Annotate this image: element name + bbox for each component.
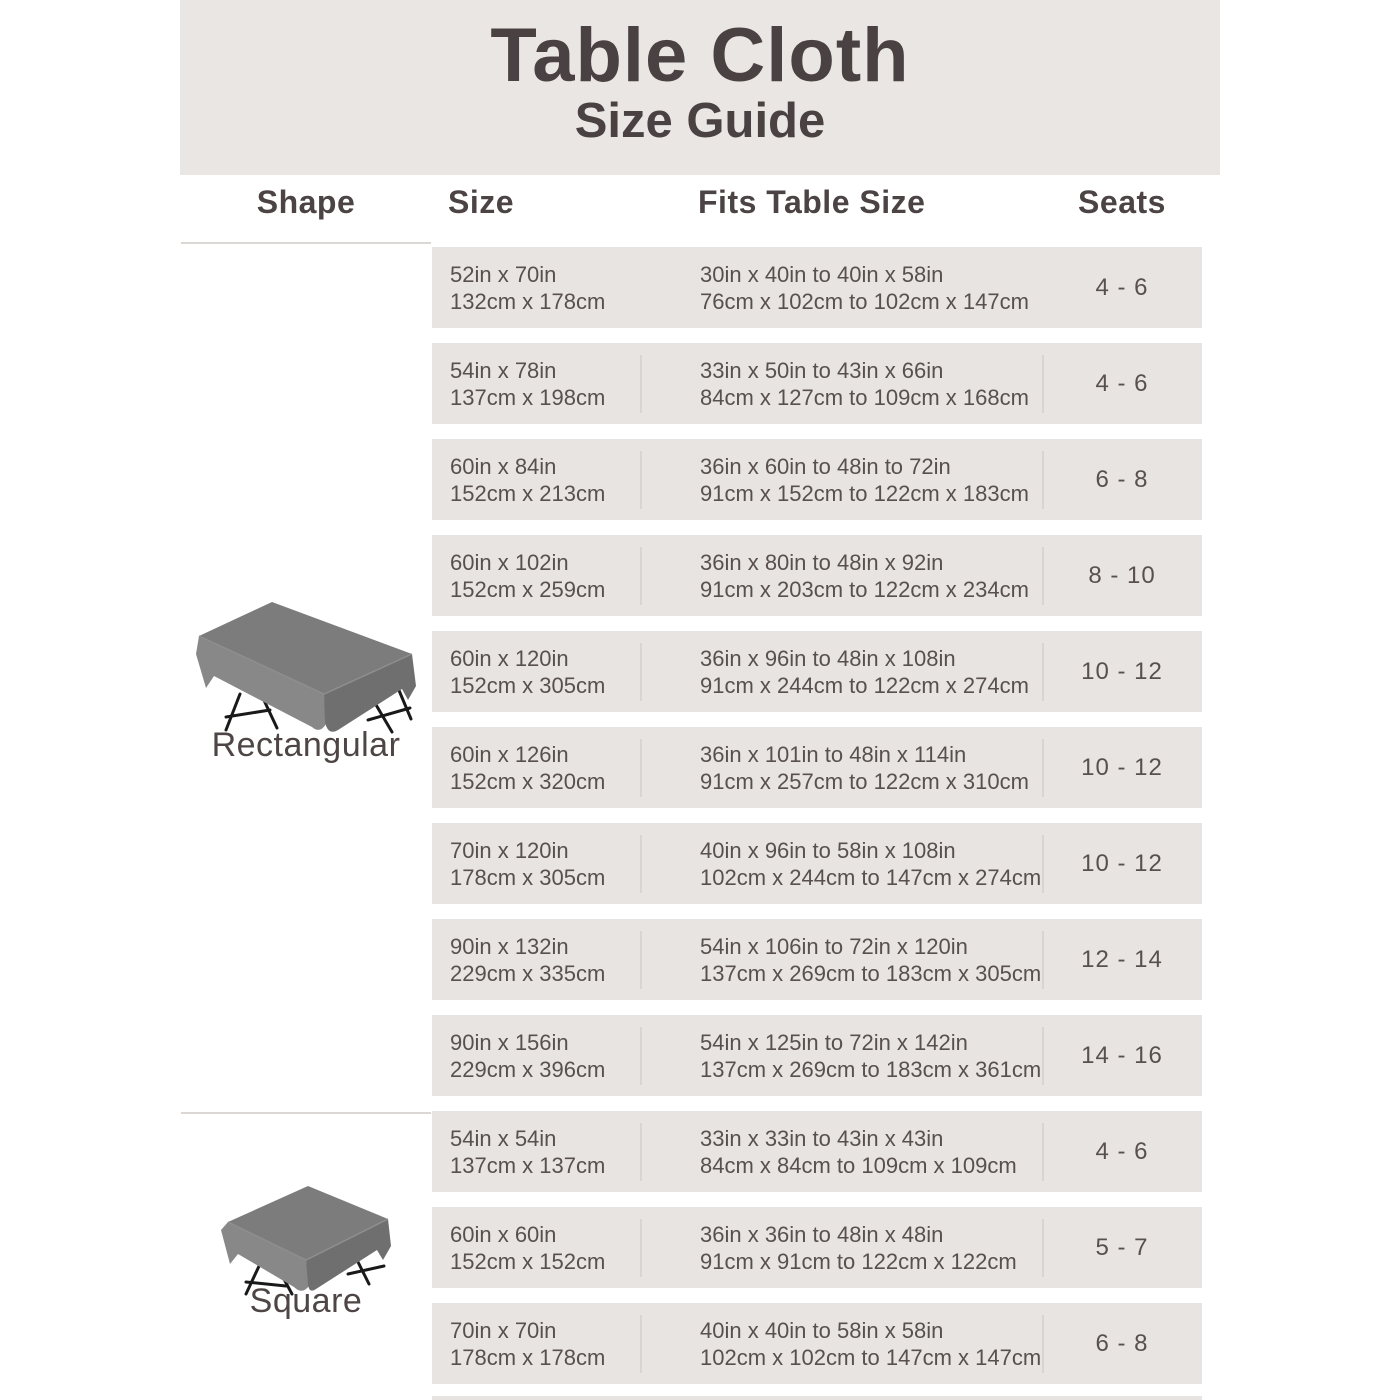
fits-table-size-cell: [640, 645, 1042, 699]
size-cell: [432, 837, 640, 891]
fits-cm: 91cm x 152cm to 122cm x 183cm: [700, 480, 1029, 506]
seats-cell: [1042, 562, 1202, 590]
column-header-seats: Seats: [1078, 184, 1166, 220]
fits-table-size-cell: [640, 933, 1042, 987]
seats-range: 10 - 12: [1081, 849, 1163, 877]
fits-inches: 54in x 125in to 72in x 142in: [700, 1029, 968, 1055]
seats-cell: [1042, 274, 1202, 302]
seats-cell: [1042, 466, 1202, 494]
size-cm: 132cm x 178cm: [450, 288, 606, 314]
size-cm: 152cm x 305cm: [450, 672, 606, 698]
rectangular-table-icon: [186, 594, 424, 736]
fits-inches: 30in x 40in to 40in x 58in: [700, 261, 944, 287]
seats-range: 14 - 16: [1081, 1041, 1163, 1069]
seats-range: 4 - 6: [1095, 1137, 1149, 1165]
size-cm: 229cm x 396cm: [450, 1056, 606, 1082]
size-inches: 54in x 78in: [450, 357, 557, 383]
table-row-rectangular-8: [432, 919, 1202, 1000]
fits-inches: 40in x 96in to 58in x 108in: [700, 837, 956, 863]
size-cell: [432, 1125, 640, 1179]
fits-table-size-cell: [640, 1029, 1042, 1083]
seats-cell: [1042, 850, 1202, 878]
size-cell: [432, 1029, 640, 1083]
table-row-rectangular-4: [432, 535, 1202, 616]
shape-label-square: Square: [249, 1282, 363, 1320]
size-table: [432, 247, 1202, 1399]
size-inches: 60in x 126in: [450, 741, 569, 767]
seats-cell: [1042, 946, 1202, 974]
size-cell: [432, 357, 640, 411]
size-inches: 60in x 84in: [450, 453, 557, 479]
size-inches: 60in x 60in: [450, 1221, 557, 1247]
seats-range: 10 - 12: [1081, 657, 1163, 685]
fits-inches: 36in x 60in to 48in to 72in: [700, 453, 951, 479]
fits-inches: 54in x 106in to 72in x 120in: [700, 933, 968, 959]
seats-range: 5 - 7: [1095, 1233, 1149, 1261]
fits-inches: 36in x 80in to 48in x 92in: [700, 549, 944, 575]
seats-cell: [1042, 754, 1202, 782]
column-header-size: Size: [448, 184, 515, 220]
table-row-rectangular-1: [432, 247, 1202, 328]
size-cm: 152cm x 152cm: [450, 1248, 606, 1274]
fits-cm: 91cm x 244cm to 122cm x 274cm: [700, 672, 1029, 698]
size-inches: 54in x 54in: [450, 1125, 557, 1151]
square-table-icon: [212, 1174, 404, 1298]
fits-table-size-cell: [640, 1125, 1042, 1179]
seats-range: 6 - 8: [1095, 465, 1149, 493]
size-cell: [432, 549, 640, 603]
fits-inches: 36in x 36in to 48in x 48in: [700, 1221, 944, 1247]
fits-cm: 91cm x 91cm to 122cm x 122cm: [700, 1248, 1017, 1274]
square-table-illustration: [212, 1174, 404, 1298]
size-inches: 90in x 132in: [450, 933, 569, 959]
size-inches: 52in x 70in: [450, 261, 557, 287]
fits-cm: 84cm x 84cm to 109cm x 109cm: [700, 1152, 1017, 1178]
table-row-rectangular-9: [432, 1015, 1202, 1096]
fits-cm: 102cm x 244cm to 147cm x 274cm: [700, 864, 1042, 890]
table-row-square-12: [432, 1303, 1202, 1384]
fits-cm: 84cm x 127cm to 109cm x 168cm: [700, 384, 1029, 410]
size-inches: 90in x 156in: [450, 1029, 569, 1055]
fits-table-size-cell: [640, 261, 1042, 315]
header-band: [180, 0, 1220, 175]
size-inches: 70in x 70in: [450, 1317, 557, 1343]
size-cm: 152cm x 259cm: [450, 576, 606, 602]
table-row-rectangular-5: [432, 631, 1202, 712]
size-cm: 178cm x 178cm: [450, 1344, 606, 1370]
fits-inches: 40in x 40in to 58in x 58in: [700, 1317, 944, 1343]
fits-inches: 36in x 96in to 48in x 108in: [700, 645, 956, 671]
seats-cell: [1042, 1234, 1202, 1262]
seats-range: 12 - 14: [1081, 945, 1163, 973]
fits-cm: 76cm x 102cm to 102cm x 147cm: [700, 288, 1029, 314]
size-cell: [432, 741, 640, 795]
page-title: Table Cloth: [490, 13, 910, 98]
fits-table-size-cell: [640, 741, 1042, 795]
fits-table-size-cell: [640, 1317, 1042, 1371]
seats-cell: [1042, 1138, 1202, 1166]
fits-inches: 33in x 50in to 43in x 66in: [700, 357, 944, 383]
seats-range: 4 - 6: [1095, 369, 1149, 397]
table-row-rectangular-2: [432, 343, 1202, 424]
seats-cell: [1042, 1330, 1202, 1358]
fits-inches: 36in x 101in to 48in x 114in: [700, 741, 967, 767]
table-row-rectangular-7: [432, 823, 1202, 904]
page-subtitle: Size Guide: [574, 94, 826, 148]
table-row-rectangular-6: [432, 727, 1202, 808]
seats-range: 10 - 12: [1081, 753, 1163, 781]
fits-table-size-cell: [640, 1221, 1042, 1275]
table-row-square-10: [432, 1111, 1202, 1192]
rectangular-table-illustration: [186, 594, 424, 736]
size-cell: [432, 933, 640, 987]
table-row-square-11: [432, 1207, 1202, 1288]
size-cm: 137cm x 137cm: [450, 1152, 606, 1178]
fits-table-size-cell: [640, 453, 1042, 507]
fits-cm: 91cm x 203cm to 122cm x 234cm: [700, 576, 1029, 602]
seats-range: 4 - 6: [1095, 273, 1149, 301]
seats-range: 6 - 8: [1095, 1329, 1149, 1357]
size-inches: 70in x 120in: [450, 837, 569, 863]
size-cm: 152cm x 213cm: [450, 480, 606, 506]
table-row-rectangular-3: [432, 439, 1202, 520]
size-inches: 60in x 120in: [450, 645, 569, 671]
fits-table-size-cell: [640, 837, 1042, 891]
seats-cell: [1042, 1042, 1202, 1070]
size-cell: [432, 261, 640, 315]
size-inches: 60in x 102in: [450, 549, 569, 575]
cutoff-next-row-strip: [432, 1396, 1202, 1400]
fits-cm: 137cm x 269cm to 183cm x 361cm: [700, 1056, 1042, 1082]
fits-inches: 33in x 33in to 43in x 43in: [700, 1125, 944, 1151]
size-cm: 137cm x 198cm: [450, 384, 606, 410]
size-cell: [432, 453, 640, 507]
fits-table-size-cell: [640, 357, 1042, 411]
size-cell: [432, 645, 640, 699]
shape-column-top-divider: [181, 242, 431, 244]
size-cell: [432, 1221, 640, 1275]
seats-range: 8 - 10: [1088, 561, 1156, 589]
column-header-fits-table-size: Fits Table Size: [698, 184, 926, 220]
seats-cell: [1042, 370, 1202, 398]
shape-section-divider: [181, 1112, 431, 1114]
fits-cm: 91cm x 257cm to 122cm x 310cm: [700, 768, 1029, 794]
fits-cm: 137cm x 269cm to 183cm x 305cm: [700, 960, 1042, 986]
size-cm: 178cm x 305cm: [450, 864, 606, 890]
size-cm: 152cm x 320cm: [450, 768, 606, 794]
fits-table-size-cell: [640, 549, 1042, 603]
size-cell: [432, 1317, 640, 1371]
column-header-shape: Shape: [256, 184, 356, 220]
fits-cm: 102cm x 102cm to 147cm x 147cm: [700, 1344, 1042, 1370]
shape-label-rectangular: Rectangular: [211, 726, 401, 764]
seats-cell: [1042, 658, 1202, 686]
size-cm: 229cm x 335cm: [450, 960, 606, 986]
